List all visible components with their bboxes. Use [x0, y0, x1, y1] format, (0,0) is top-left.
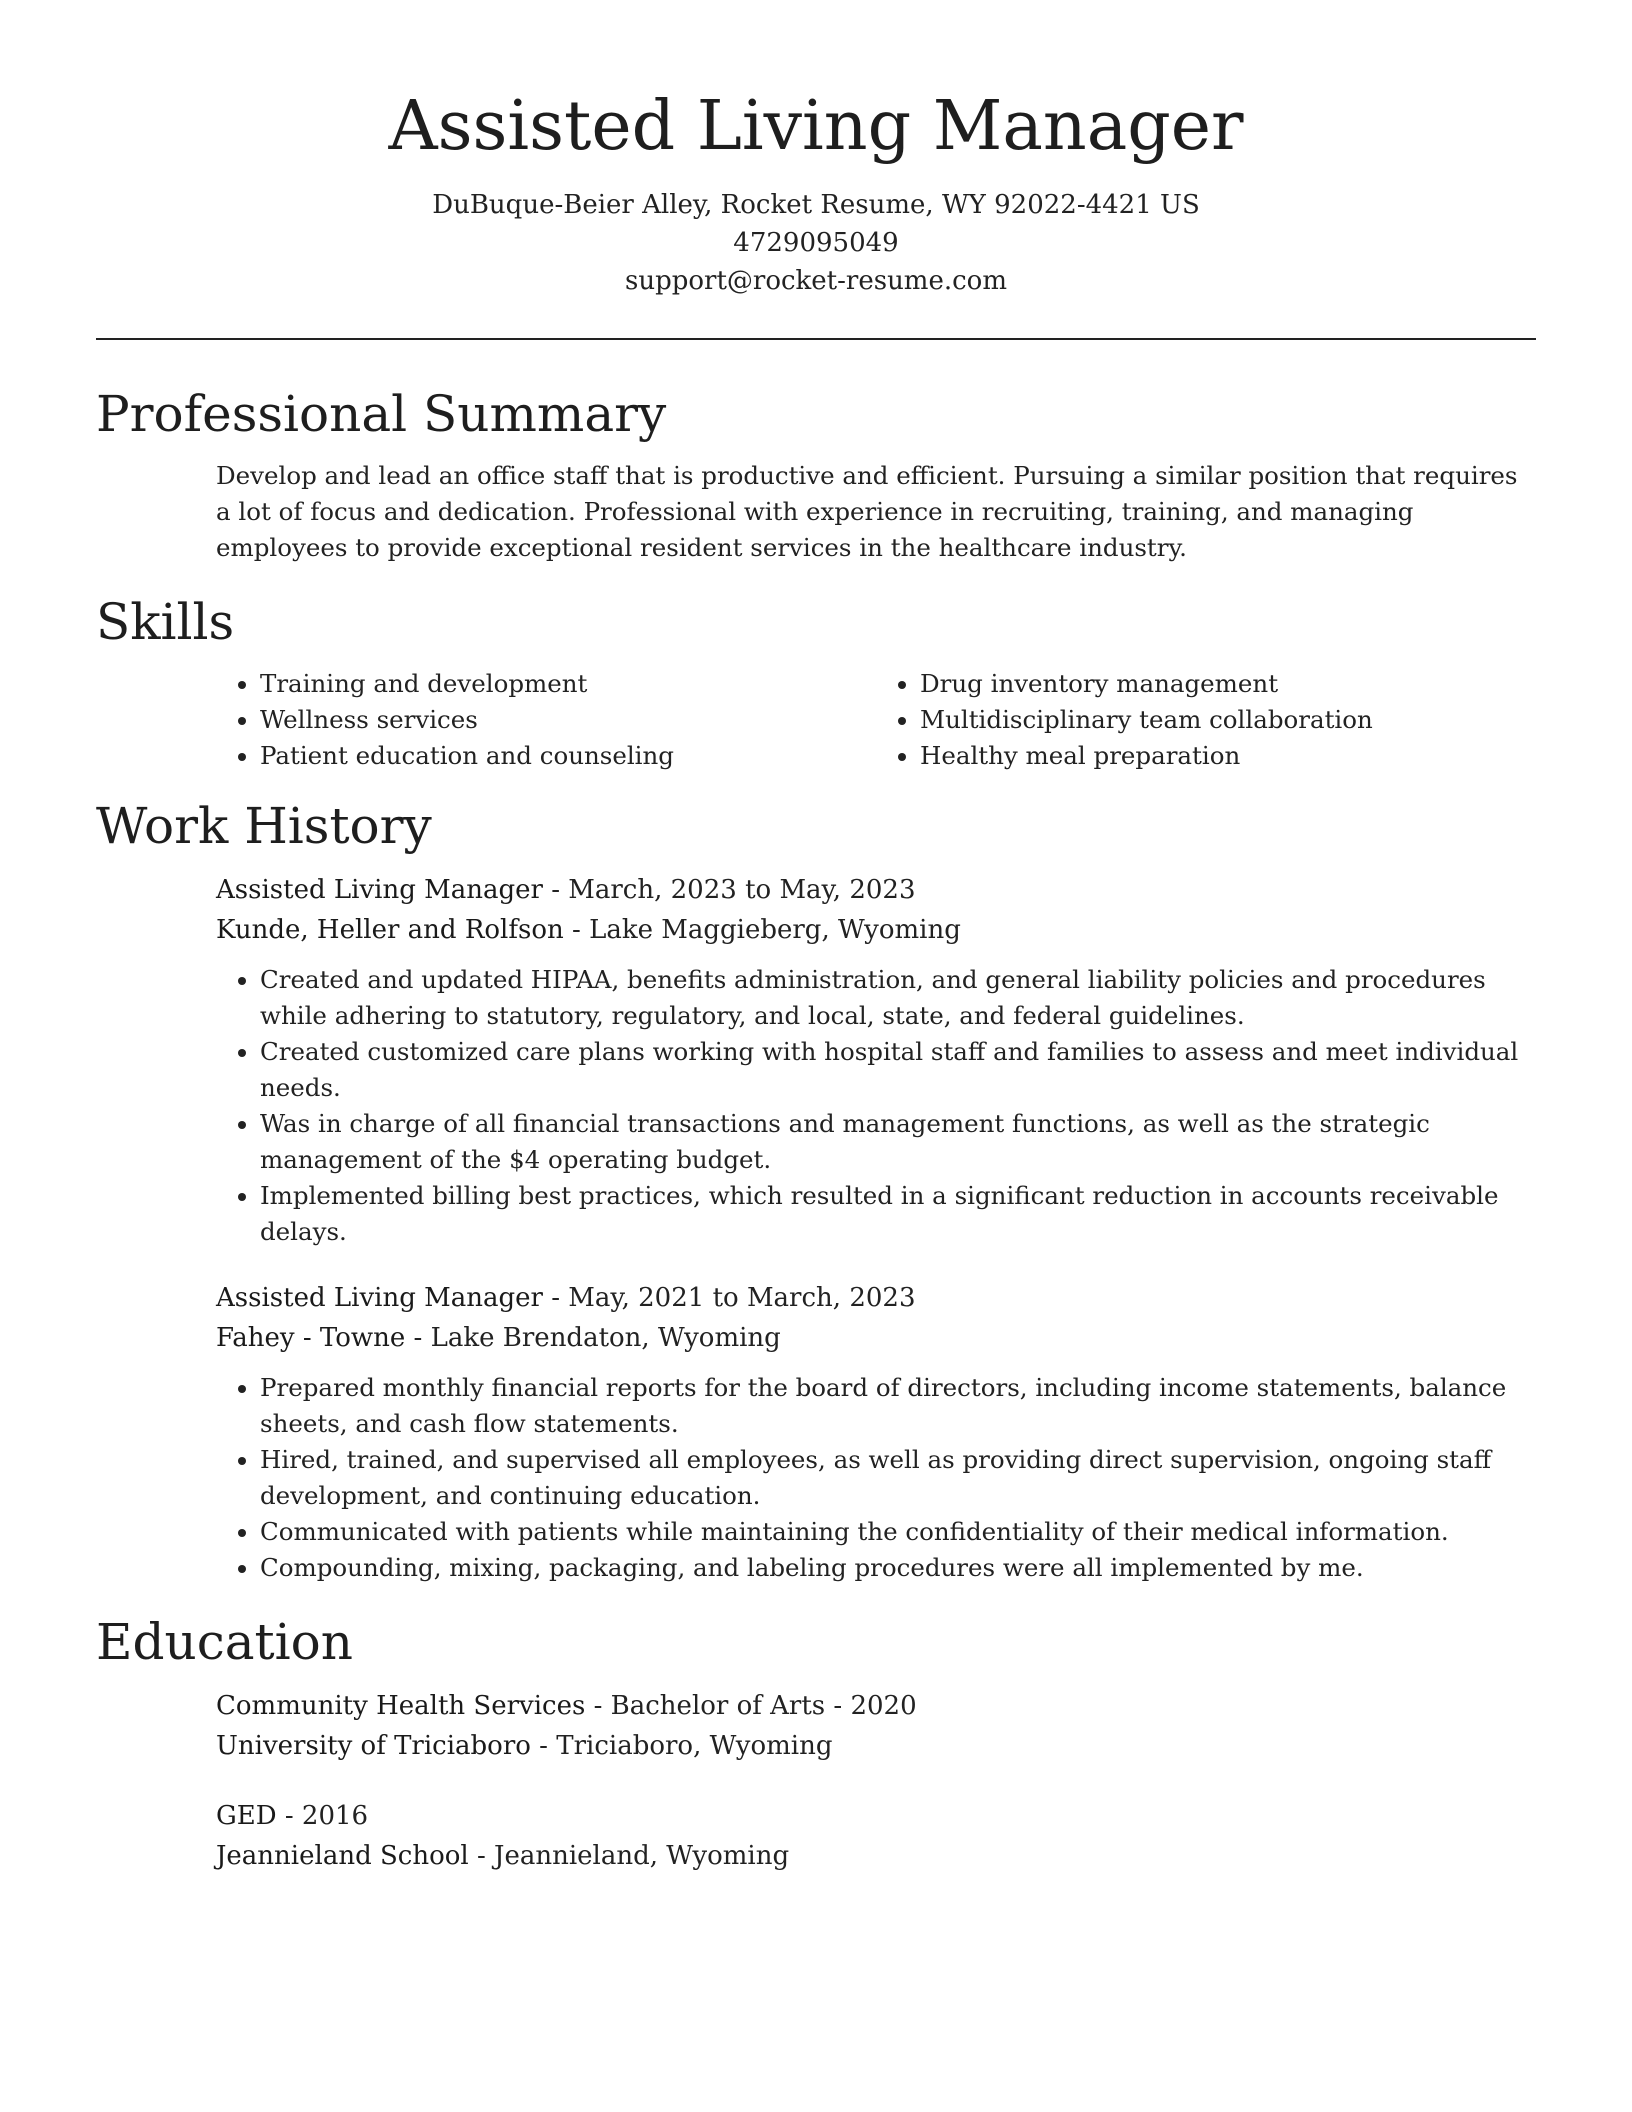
- skill-item: • Training and development: [260, 666, 876, 702]
- education-entry: [216, 1796, 1536, 1876]
- contact-address: DuBuque-Beier Alley, Rocket Resume, WY 92022-4421 US: [432, 190, 1200, 220]
- summary-section: [96, 458, 1536, 566]
- job-bullet: • Prepared monthly financial reports for the board of directors, including income statements, balance sheets, and cash flow statements.: [260, 1370, 1536, 1442]
- skills-grid: [216, 666, 1536, 774]
- job-bullet: • Hired, trained, and supervised all employees, as well as providing direct supervision, ongoing staff development, and continuing education.: [260, 1442, 1536, 1514]
- education-school: University of Triciaboro: [216, 1731, 531, 1761]
- section-title-work-history: Work History: [96, 797, 432, 855]
- job-bullet: • Created customized care plans working with hospital staff and families to assess and meet individual needs.: [260, 1034, 1536, 1106]
- job-bullet: • Created and updated HIPAA, benefits administration, and general liability policies and procedures while adhering to statutory, regulatory, and local, state, and federal guidelines.: [260, 962, 1536, 1034]
- education-location: - Jeannieland, Wyoming: [468, 1841, 790, 1871]
- education-degree: GED: [216, 1801, 277, 1831]
- job-company-line: [216, 1318, 1536, 1358]
- work-history-section: [96, 870, 1536, 1586]
- job-bullets: [216, 1370, 1536, 1586]
- skills-column-right: [876, 666, 1536, 774]
- job-role-line: [216, 870, 1536, 910]
- job-bullet: • Was in charge of all financial transactions and management functions, as well as the strategic management of the $4 operating budget.: [260, 1106, 1536, 1178]
- education-entry: [216, 1686, 1536, 1766]
- skill-item: • Multidisciplinary team collaboration: [920, 702, 1536, 738]
- job-company: Kunde, Heller and Rolfson: [216, 915, 564, 945]
- education-degree-line: [216, 1796, 1536, 1836]
- education-location: - Triciaboro, Wyoming: [530, 1731, 833, 1761]
- candidate-title: Assisted Living Manager: [388, 87, 1244, 166]
- skills-section: [96, 666, 1536, 774]
- education-degree: Community Health Services: [216, 1691, 586, 1721]
- job-role: Assisted Living Manager: [216, 1283, 543, 1313]
- job-entry: [216, 870, 1536, 1250]
- job-location: - Lake Maggieberg, Wyoming: [563, 915, 961, 945]
- education-school-line: [216, 1726, 1536, 1766]
- skill-item: • Healthy meal preparation: [920, 738, 1536, 774]
- section-title-skills: Skills: [96, 593, 235, 651]
- job-bullet: • Compounding, mixing, packaging, and labeling procedures were all implemented by me.: [260, 1550, 1536, 1586]
- skills-column-left: [216, 666, 876, 774]
- section-title-education: Education: [96, 1613, 353, 1671]
- summary-text: Develop and lead an office staff that is productive and efficient. Pursuing a similar position that requires a lot of focus and dedication. Professional with experience in recruiting, training, and managing employees to provide exceptional resident services in the healthcare industry.: [216, 461, 1518, 562]
- education-school-line: [216, 1836, 1536, 1876]
- job-company: Fahey - Towne: [216, 1323, 406, 1353]
- job-role: Assisted Living Manager: [216, 875, 543, 905]
- job-bullet: • Implemented billing best practices, which resulted in a significant reduction in accounts receivable delays.: [260, 1178, 1536, 1250]
- job-dates: - March, 2023 to May, 2023: [542, 875, 916, 905]
- skill-item: • Wellness services: [260, 702, 876, 738]
- education-section: [96, 1686, 1536, 1876]
- job-bullets: [216, 962, 1536, 1250]
- skill-item: • Patient education and counseling: [260, 738, 876, 774]
- job-location: - Lake Brendaton, Wyoming: [405, 1323, 781, 1353]
- job-bullet: • Communicated with patients while maintaining the confidentiality of their medical information.: [260, 1514, 1536, 1550]
- section-title-summary: Professional Summary: [96, 385, 667, 443]
- education-degree-line: [216, 1686, 1536, 1726]
- contact-phone: 4729095049: [733, 228, 899, 258]
- header-divider: [96, 338, 1536, 340]
- education-detail: - 2016: [276, 1801, 369, 1831]
- resume-header: [96, 0, 1536, 300]
- skill-item: • Drug inventory management: [920, 666, 1536, 702]
- job-dates: - May, 2021 to March, 2023: [542, 1283, 916, 1313]
- job-company-line: [216, 910, 1536, 950]
- education-school: Jeannieland School: [216, 1841, 469, 1871]
- job-entry: [216, 1278, 1536, 1586]
- job-role-line: [216, 1278, 1536, 1318]
- education-detail: - Bachelor of Arts - 2020: [585, 1691, 917, 1721]
- contact-email: support@rocket-resume.com: [624, 266, 1007, 296]
